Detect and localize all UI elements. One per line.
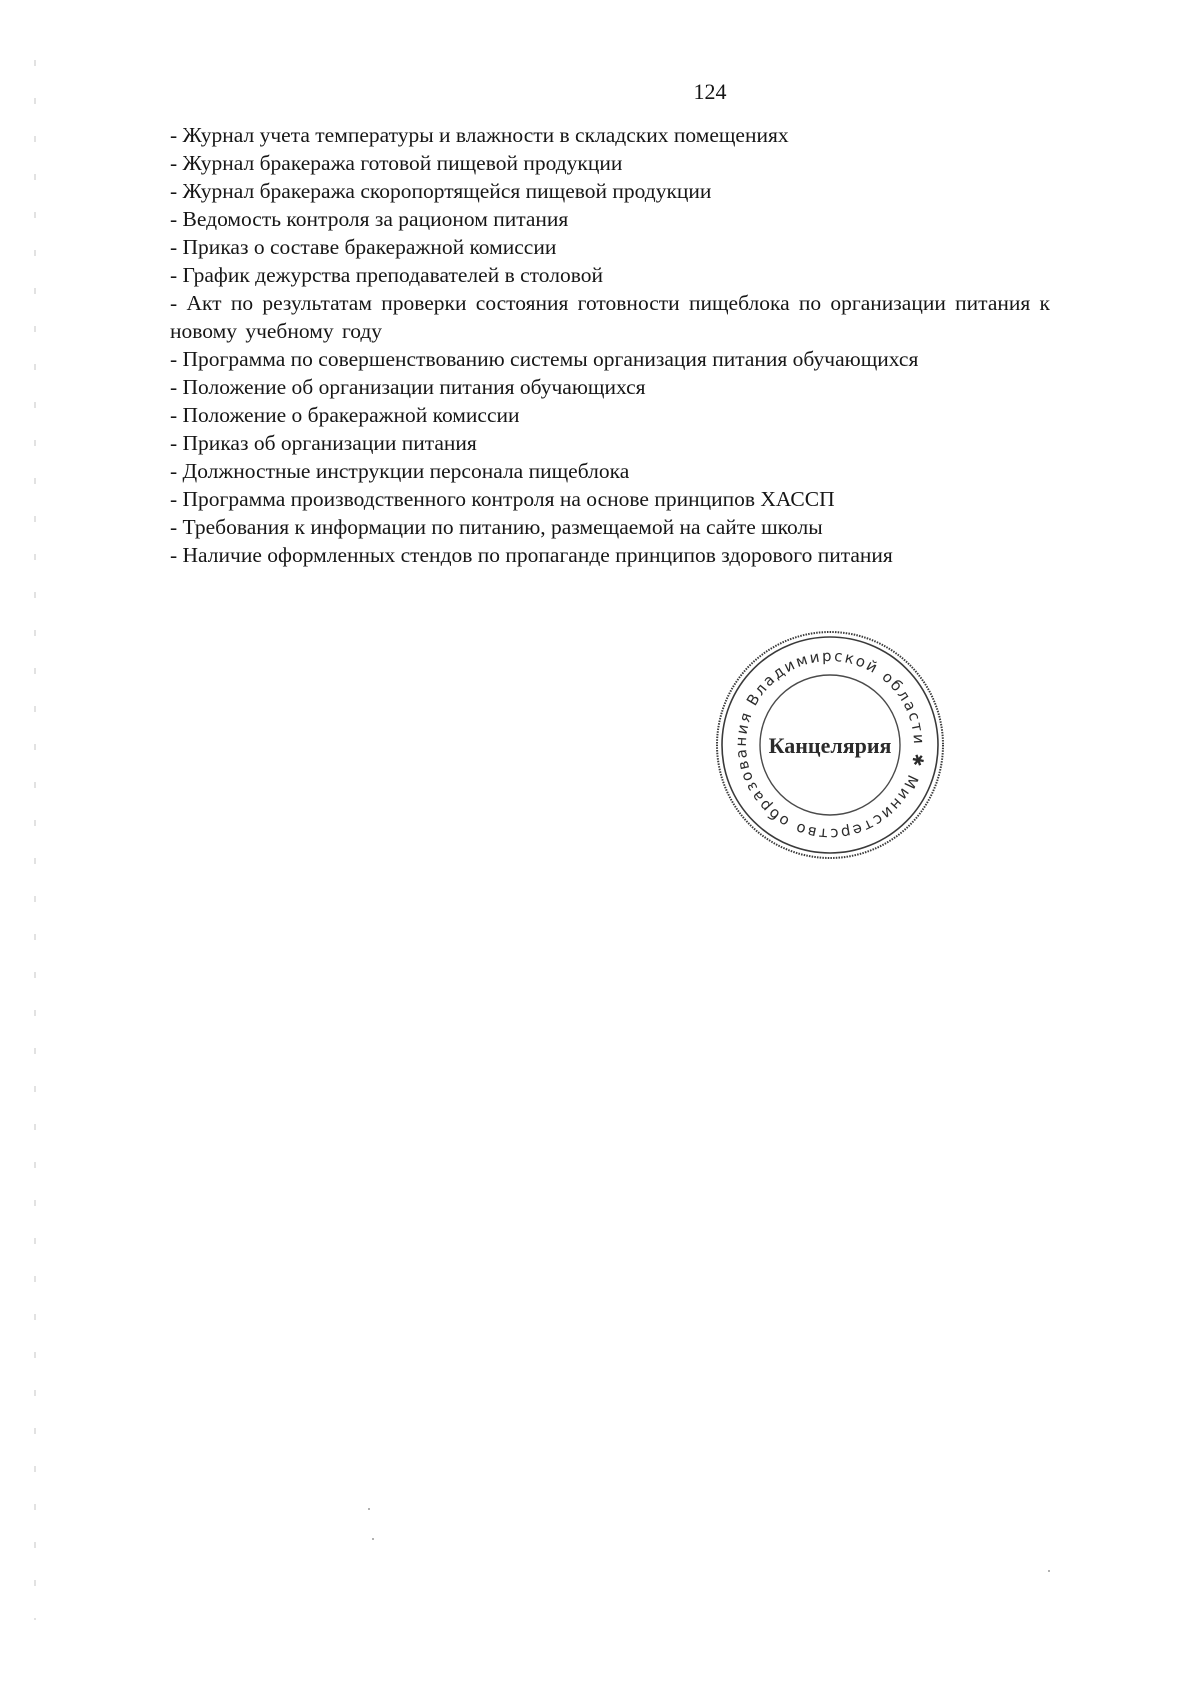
list-item: - Журнал бракеража готовой пищевой продукции bbox=[170, 151, 623, 175]
stamp-ring-text: Министерство образования Владимирской области ✱ bbox=[731, 646, 929, 844]
list-item: - Положение об организации питания обучающихся bbox=[170, 375, 646, 399]
stamp-center-text: Канцелярия bbox=[768, 733, 892, 758]
stamp-seal-icon bbox=[710, 625, 950, 865]
list-item: - Приказ о составе бракеражной комиссии bbox=[170, 235, 557, 259]
list-item: - График дежурства преподавателей в столовой bbox=[170, 263, 603, 287]
list-item: - Ведомость контроля за рационом питания bbox=[170, 207, 569, 231]
list-item: - Требования к информации по питанию, размещаемой на сайте школы bbox=[170, 515, 823, 539]
list-item: - Акт по результатам проверки состояния готовности пищеблока по организации питания к новому учебному году bbox=[170, 291, 1050, 343]
scan-speck bbox=[372, 1538, 374, 1540]
list-item: - Должностные инструкции персонала пищеблока bbox=[170, 459, 630, 483]
list-item: - Программа производственного контроля на основе принципов ХАССП bbox=[170, 487, 835, 511]
list-item: - Журнал бракеража скоропортящейся пищевой продукции bbox=[170, 179, 712, 203]
list-item: - Наличие оформленных стендов по пропаганде принципов здорового питания bbox=[170, 543, 893, 567]
list-item: - Журнал учета температуры и влажности в складских помещениях bbox=[170, 123, 789, 147]
official-stamp bbox=[710, 625, 950, 865]
scan-speck bbox=[1048, 1570, 1050, 1572]
list-item: - Положение о бракеражной комиссии bbox=[170, 403, 520, 427]
scan-speck bbox=[368, 1508, 370, 1510]
list-item: - Приказ об организации питания bbox=[170, 431, 477, 455]
scan-edge-artifact bbox=[34, 60, 36, 1620]
page-number: 124 bbox=[693, 79, 727, 104]
list-item: - Программа по совершенствованию системы организация питания обучающихся bbox=[170, 347, 919, 371]
document-list bbox=[170, 121, 1050, 569]
